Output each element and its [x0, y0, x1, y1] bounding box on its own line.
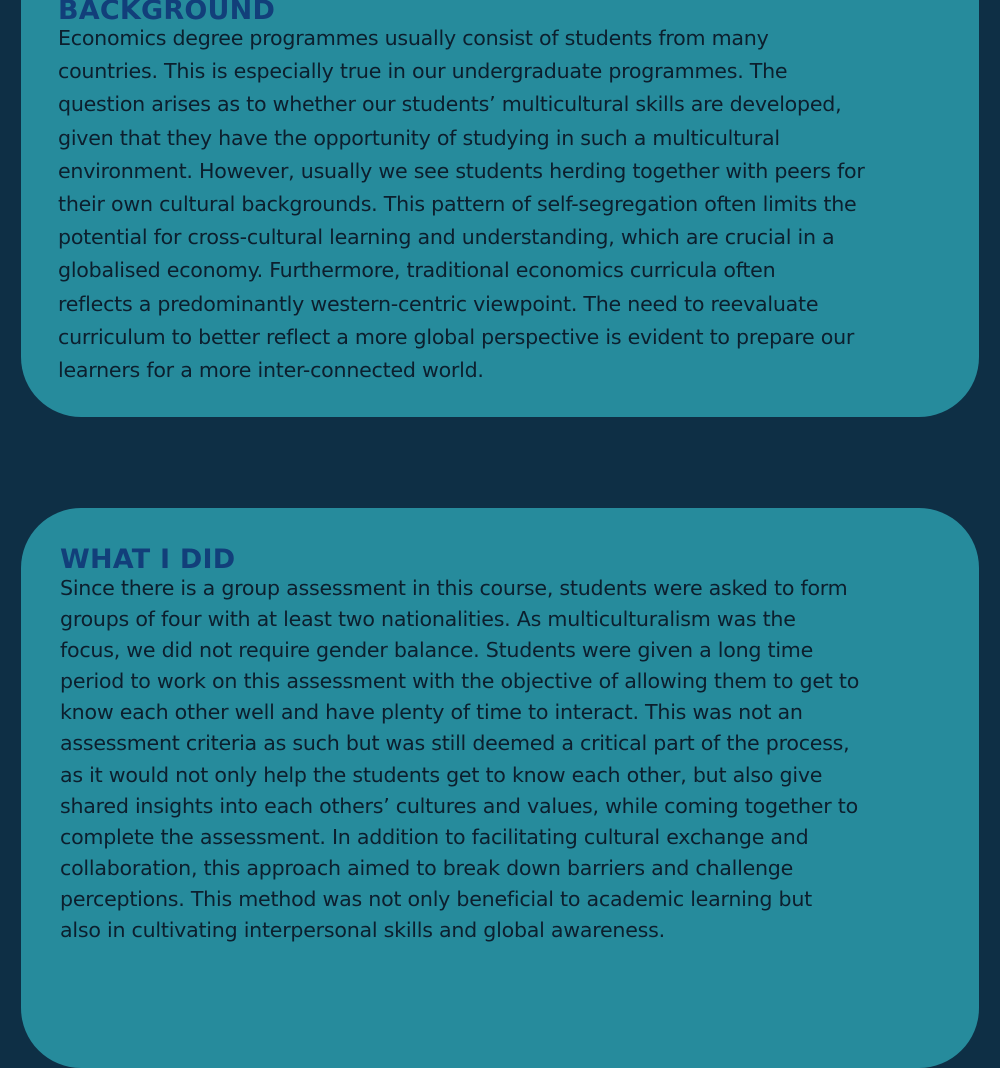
- what-i-did-body-text: Since there is a group assessment in this course, students were asked to form groups of four with at least two nationalities. As multiculturalism was the focus, we did not require gender balance. Students were given a long time period to work on this assessment with the objective of allowing them to get to know each other well and have plenty of time to interact. This was not an assessment criteria as such but was still deemed a critical part of the process, as it would not only help the students get to know each other, but also give shared insights into each others’ cultures and values, while coming together to complete the assessment. In addition to facilitating cultural exchange and collaboration, this approach aimed to break down barriers and challenge perceptions. This method was not only beneficial to academic learning but also in cultivating interpersonal skills and global awareness.: [60, 576, 860, 943]
- what-i-did-heading: WHAT I DID: [60, 544, 236, 575]
- what-i-did-section-card: [21, 508, 979, 1068]
- background-body-text: Economics degree programmes usually consist of students from many countries. This is especially true in our undergraduate programmes. The question arises as to whether our students’ multicultural skills are developed, given that they have the opportunity of studying in such a multicultural environment. However, usually we see students herding together with peers for their own cultural backgrounds. This pattern of self-segregation often limits the potential for cross-cultural learning and understanding, which are crucial in a globalised economy. Furthermore, traditional economics curricula often reflects a predominantly western-centric viewpoint. The need to reevaluate curriculum to better reflect a more global perspective is evident to prepare our learners for a more inter-connected world.: [58, 26, 865, 383]
- background-section-card: [21, 0, 979, 417]
- background-heading: BACKGROUND: [58, 0, 276, 26]
